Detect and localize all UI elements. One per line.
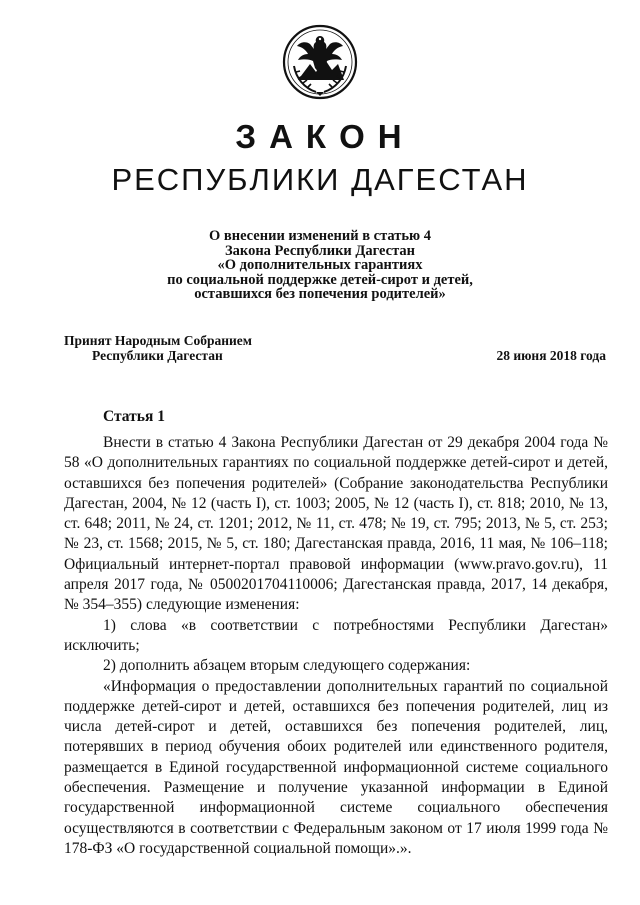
document-type-title: ЗАКОН [235,118,415,155]
subject-line: Закона Республики Дагестан [225,242,415,259]
adoption-body [64,333,252,363]
article-paragraph: 1) слова «в соответствии с потребностями Республики Дагестан» исключить; [64,616,608,654]
article-title: Статья 1 [103,408,165,425]
adoption-line: Принят Народным Собранием [64,333,252,348]
adoption-line: Республики Дагестан [92,348,223,363]
article-paragraph: Внести в статью 4 Закона Республики Дагестан от 29 декабря 2004 года № 58 «О дополнительных гарантиях по социальной поддержке детей-сирот и детей, оставшихся без попечения родителей» (Собрание законодательства Республики Дагестан, 2004, № 12 (часть I), ст. 1003; 2005, № 12 (часть I), ст. 818; 2010, № 13, ст. 648; 2011, № 24, ст. 1201; 2012, № 11, ст. 478; № 19, ст. 795; 2013, № 5, ст. 253; № 23, ст. 1568; 2015, № 5, ст. 180; Дагестанская правда, 2016, 11 мая, № 106–118; Официальный интернет-портал правовой информации (www.pravo.gov.ru), 11 апреля 2017 года, № 0500201704110006; Дагестанская правда, 2017, 14 декабря, № 354–355) следующие изменения: [64,434,608,614]
subject-line: оставшихся без попечения родителей» [194,286,446,302]
article-paragraph: 2) дополнить абзацем вторым следующего содержания: [103,657,471,675]
article-body [64,433,608,859]
law-subject [0,229,640,302]
adoption-date: 28 июня 2018 года [496,348,606,363]
coat-of-arms [280,22,360,102]
subject-line: по социальной поддержке детей-сирот и детей, [167,271,473,288]
issuer-title: РЕСПУБЛИКИ ДАГЕСТАН [111,162,529,197]
article-paragraph: «Информация о предоставлении дополнительных гарантий по социальной поддержке детей-сирот и детей, оставшихся без попечения родителей, лиц из числа детей-сирот и детей, оставшихся без попечения родителей, лиц, потерявших в период обучения обоих родителей или единственного родителя, размещается в Единой государственной информационной системе социального обеспечения. Размещение и получение указанной информации в Единой государственной информационной системе социального обеспечения осуществляются в соответствии с Федеральным законом от 17 июля 1999 года № 178-ФЗ «О государственной социальной помощи».». [64,677,608,857]
subject-line: «О дополнительных гарантиях [217,257,423,273]
subject-line: О внесении изменений в статью 4 [208,228,432,244]
dagestan-coat-of-arms-icon [280,22,360,102]
